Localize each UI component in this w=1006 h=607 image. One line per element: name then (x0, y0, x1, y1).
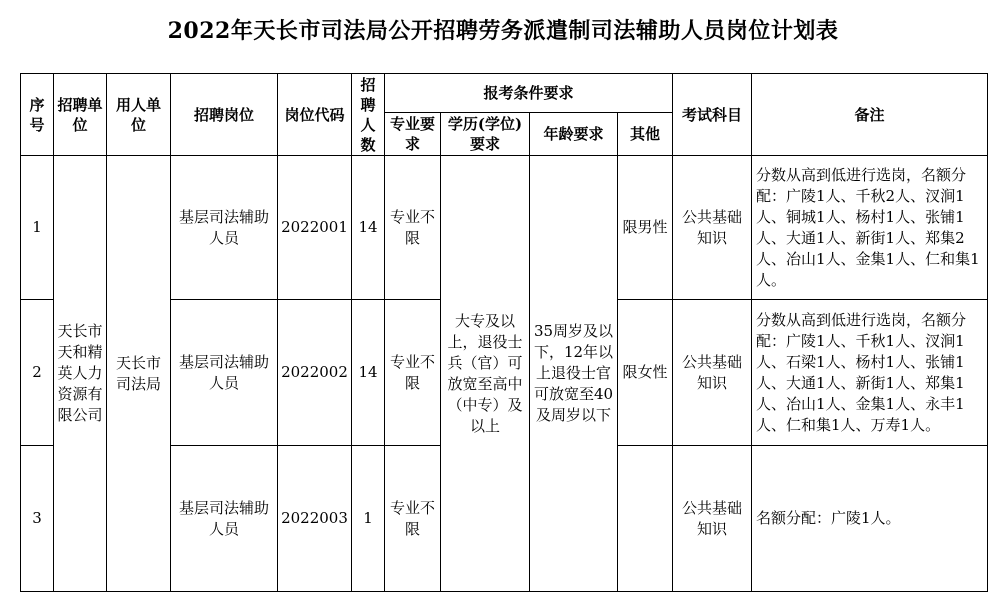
count-cell: 14 (352, 300, 385, 446)
header-education: 学历(学位)要求 (441, 113, 530, 156)
header-seq: 序号 (21, 74, 54, 156)
header-row-1 (21, 74, 988, 113)
education-cell: 大专及以上，退役士兵（官）可放宽至高中（中专）及以上 (441, 156, 530, 592)
remark-cell: 分数从高到低进行选岗，名额分配：广陵1人、千秋1人、汊涧1人、石梁1人、杨村1人、张铺1人、大通1人、新街1人、郑集1人、冶山1人、金集1人、永丰1人、仁和集1人、万寿1人。 (752, 300, 988, 446)
header-major: 专业要求 (385, 113, 441, 156)
remark-cell: 名额分配：广陵1人。 (752, 446, 988, 592)
header-employer: 用人单位 (107, 74, 171, 156)
seq-cell: 3 (21, 446, 54, 592)
age-cell: 35周岁及以下，12年以上退役士官可放宽至40及周岁以下 (530, 156, 618, 592)
code-cell: 2022002 (278, 300, 352, 446)
header-recruit-unit: 招聘单位 (54, 74, 107, 156)
exam-cell: 公共基础知识 (673, 156, 752, 300)
position-plan-table (20, 73, 988, 592)
exam-cell: 公共基础知识 (673, 300, 752, 446)
remark-cell: 分数从高到低进行选岗，名额分配：广陵1人、千秋2人、汊涧1人、铜城1人、杨村1人、张铺1人、大通1人、新街1人、郑集2人、冶山1人、金集1人、仁和集1人。 (752, 156, 988, 300)
header-code: 岗位代码 (278, 74, 352, 156)
position-cell: 基层司法辅助人员 (171, 156, 278, 300)
position-cell: 基层司法辅助人员 (171, 300, 278, 446)
code-cell: 2022003 (278, 446, 352, 592)
position-cell: 基层司法辅助人员 (171, 446, 278, 592)
header-conditions: 报考条件要求 (385, 74, 673, 113)
header-other: 其他 (618, 113, 673, 156)
header-count: 招聘人数 (352, 74, 385, 156)
recruit-unit-cell: 天长市天和精英人力资源有限公司 (54, 156, 107, 592)
header-remark: 备注 (752, 74, 988, 156)
major-cell: 专业不限 (385, 300, 441, 446)
code-cell: 2022001 (278, 156, 352, 300)
other-cell: 限男性 (618, 156, 673, 300)
seq-cell: 1 (21, 156, 54, 300)
employer-cell: 天长市司法局 (107, 156, 171, 592)
major-cell: 专业不限 (385, 156, 441, 300)
header-age: 年龄要求 (530, 113, 618, 156)
count-cell: 14 (352, 156, 385, 300)
count-cell: 1 (352, 446, 385, 592)
header-position: 招聘岗位 (171, 74, 278, 156)
other-cell (618, 446, 673, 592)
header-exam: 考试科目 (673, 74, 752, 156)
exam-cell: 公共基础知识 (673, 446, 752, 592)
seq-cell: 2 (21, 300, 54, 446)
table-row (21, 156, 988, 300)
page-title: 2022年天长市司法局公开招聘劳务派遣制司法辅助人员岗位计划表 (167, 18, 839, 44)
other-cell: 限女性 (618, 300, 673, 446)
major-cell: 专业不限 (385, 446, 441, 592)
